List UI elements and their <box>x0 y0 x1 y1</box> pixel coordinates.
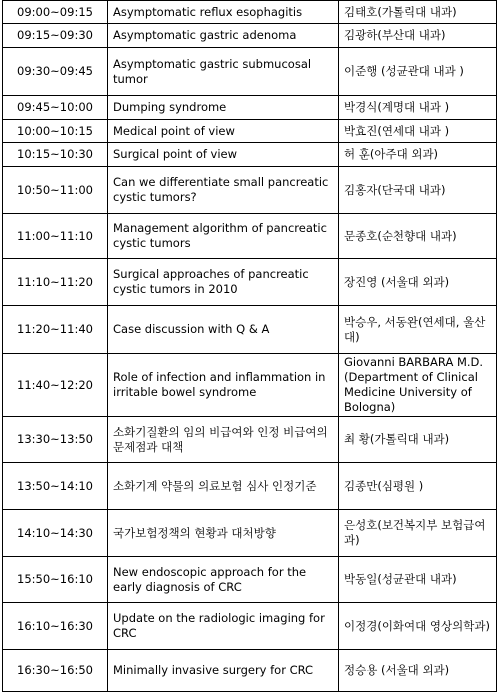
topic-cell: 소화기질환의 임의 비급여와 인정 비급여의 문제점과 대책 <box>108 417 339 463</box>
time-cell: 10:50~11:00 <box>3 167 108 214</box>
table-row <box>3 354 497 417</box>
topic-cell: Asymptomatic reflux esophagitis <box>108 1 339 24</box>
table-row <box>3 306 497 354</box>
schedule-table <box>2 0 497 692</box>
topic-cell: Can we differentiate small pancreatic cystic tumors? <box>108 167 339 214</box>
time-cell: 09:45~10:00 <box>3 96 108 120</box>
speaker-cell: 정승용 (서울대 외과) <box>339 650 497 692</box>
topic-cell: New endoscopic approach for the early diagnosis of CRC <box>108 557 339 603</box>
topic-cell: Management algorithm of pancreatic cystic tumors <box>108 214 339 259</box>
table-row <box>3 167 497 214</box>
table-row <box>3 650 497 692</box>
time-cell: 09:15~09:30 <box>3 24 108 48</box>
speaker-cell: 김태호(가톨릭대 내과) <box>339 1 497 24</box>
table-row <box>3 143 497 167</box>
speaker-cell: 김홍자(단국대 내과) <box>339 167 497 214</box>
speaker-cell: 이준행 (성균관대 내과 ) <box>339 48 497 96</box>
speaker-cell: 은성호(보건복지부 보험급여과) <box>339 510 497 557</box>
speaker-cell: 최 황(가톨릭대 내과) <box>339 417 497 463</box>
table-row <box>3 120 497 143</box>
time-cell: 11:20~11:40 <box>3 306 108 354</box>
table-row <box>3 1 497 24</box>
table-row <box>3 24 497 48</box>
topic-cell: Dumping syndrome <box>108 96 339 120</box>
speaker-cell: 김광하(부산대 내과) <box>339 24 497 48</box>
table-row <box>3 96 497 120</box>
time-cell: 10:00~10:15 <box>3 120 108 143</box>
speaker-cell: 김종만(심평원 ) <box>339 463 497 510</box>
topic-cell: Asymptomatic gastric submucosal tumor <box>108 48 339 96</box>
topic-cell: Medical point of view <box>108 120 339 143</box>
speaker-cell: 박경식(계명대 내과 ) <box>339 96 497 120</box>
table-row <box>3 463 497 510</box>
topic-cell: Update on the radiologic imaging for CRC <box>108 603 339 650</box>
topic-cell: Surgical approaches of pancreatic cystic tumors in 2010 <box>108 259 339 306</box>
table-row <box>3 603 497 650</box>
speaker-cell: 장진영 (서울대 외과) <box>339 259 497 306</box>
table-row <box>3 214 497 259</box>
time-cell: 13:30~13:50 <box>3 417 108 463</box>
topic-cell: Minimally invasive surgery for CRC <box>108 650 339 692</box>
table-row <box>3 510 497 557</box>
table-row <box>3 417 497 463</box>
time-cell: 11:10~11:20 <box>3 259 108 306</box>
time-cell: 13:50~14:10 <box>3 463 108 510</box>
time-cell: 10:15~10:30 <box>3 143 108 167</box>
topic-cell: Asymptomatic gastric adenoma <box>108 24 339 48</box>
topic-cell: 소화기계 약물의 의료보험 심사 인정기준 <box>108 463 339 510</box>
topic-cell: Role of infection and inflammation in irritable bowel syndrome <box>108 354 339 417</box>
time-cell: 14:10~14:30 <box>3 510 108 557</box>
time-cell: 11:00~11:10 <box>3 214 108 259</box>
topic-cell: 국가보험정책의 현황과 대처방향 <box>108 510 339 557</box>
time-cell: 15:50~16:10 <box>3 557 108 603</box>
speaker-cell: 박승우, 서동완(연세대, 울산대) <box>339 306 497 354</box>
speaker-cell: 문종호(순천향대 내과) <box>339 214 497 259</box>
speaker-cell: 박효진(연세대 내과 ) <box>339 120 497 143</box>
topic-cell: Surgical point of view <box>108 143 339 167</box>
table-row <box>3 259 497 306</box>
topic-cell: Case discussion with Q & A <box>108 306 339 354</box>
speaker-cell: Giovanni BARBARA M.D.(Department of Clinical Medicine University of Bologna) <box>339 354 497 417</box>
speaker-cell: 허 훈(아주대 외과) <box>339 143 497 167</box>
speaker-cell: 이정경(이화여대 영상의학과) <box>339 603 497 650</box>
table-row <box>3 48 497 96</box>
time-cell: 09:00~09:15 <box>3 1 108 24</box>
table-row <box>3 557 497 603</box>
time-cell: 09:30~09:45 <box>3 48 108 96</box>
schedule-body <box>3 1 497 692</box>
speaker-cell: 박동일(성균관대 내과) <box>339 557 497 603</box>
time-cell: 11:40~12:20 <box>3 354 108 417</box>
time-cell: 16:30~16:50 <box>3 650 108 692</box>
time-cell: 16:10~16:30 <box>3 603 108 650</box>
